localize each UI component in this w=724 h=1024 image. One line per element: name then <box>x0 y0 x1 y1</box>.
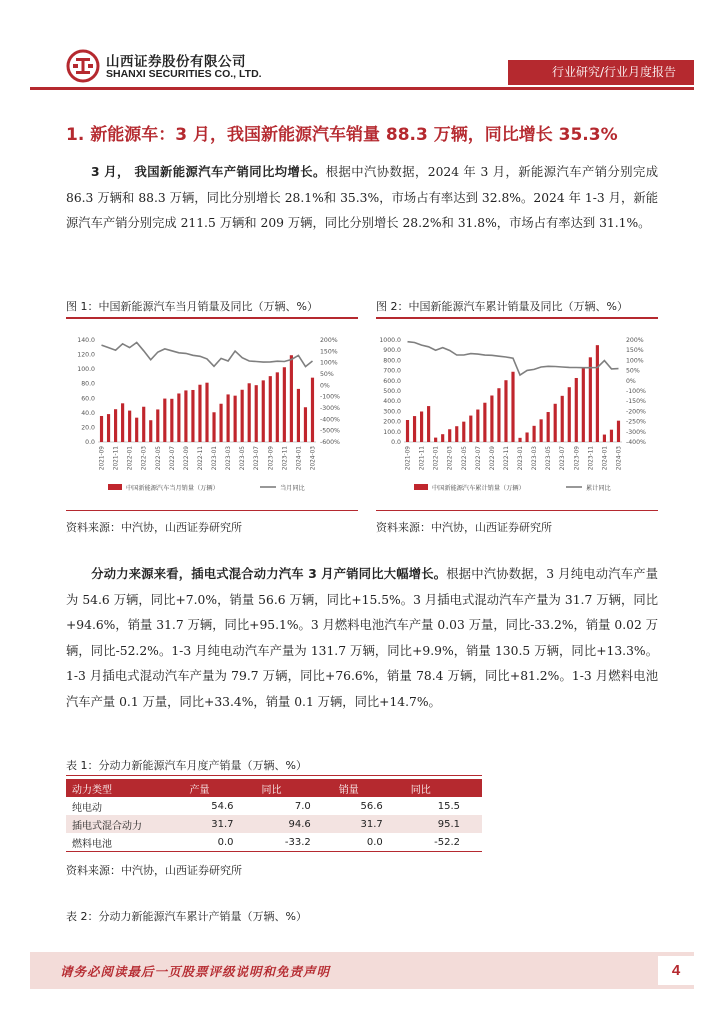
bar <box>184 390 187 442</box>
yoy-line <box>102 343 313 367</box>
x-tick-label: 2024-03 <box>310 446 317 471</box>
y-tick-label-left: 200.0 <box>383 418 401 426</box>
x-tick-label: 2021-11 <box>113 446 120 471</box>
table-cell: 0.0 <box>366 836 383 848</box>
table-cell: 纯电动 <box>72 802 102 814</box>
y-tick-label-right: 0% <box>320 382 330 390</box>
bar <box>518 438 521 442</box>
bar <box>603 435 606 442</box>
legend-bar-swatch <box>108 484 122 490</box>
bar <box>610 430 613 442</box>
figure2-chart <box>374 322 662 507</box>
table-header-cell: 动力类型 <box>66 779 184 797</box>
bar <box>142 407 145 442</box>
table-header-cell: 同比 <box>405 779 482 797</box>
table-cell: 7.0 <box>294 800 311 812</box>
x-tick-label: 2022-07 <box>169 446 176 471</box>
table1 <box>66 779 482 851</box>
legend-line-label: 当月同比 <box>280 485 305 492</box>
y-tick-label-right: -400% <box>320 416 340 424</box>
table1-bottom-rule <box>66 851 482 852</box>
y-tick-label-right: -500% <box>320 427 340 435</box>
legend-bar-label: 中国新能源汽车当月销量（万辆） <box>126 485 219 492</box>
section-title: 1. 新能源车：3 月，我国新能源汽车销量 88.3 万辆，同比增长 35.3% <box>66 125 618 145</box>
y-tick-label-right: -600% <box>320 439 340 446</box>
y-tick-label-right: 50% <box>320 371 334 378</box>
bar <box>561 396 564 442</box>
report-type-tag: 行业研究/行业月度报告 <box>508 60 694 85</box>
bar <box>311 378 314 442</box>
bar <box>483 403 486 442</box>
x-tick-label: 2022-07 <box>475 446 482 471</box>
table-header-row <box>66 779 482 797</box>
bar <box>100 416 103 442</box>
y-tick-label-left: 100.0 <box>383 428 401 436</box>
y-tick-label-right: -150% <box>626 398 646 406</box>
bar <box>469 416 472 442</box>
paragraph-powertrain <box>66 562 658 715</box>
y-tick-label-right: -300% <box>626 428 646 436</box>
x-tick-label: 2024-03 <box>616 446 623 471</box>
bar <box>455 426 458 442</box>
y-tick-label-right: -250% <box>626 418 646 426</box>
figure1-chart <box>68 322 356 507</box>
x-tick-label: 2023-01 <box>518 446 525 471</box>
bar <box>582 368 585 442</box>
y-tick-label-right: 100% <box>320 359 338 367</box>
bar <box>596 345 599 442</box>
figure1-top-rule <box>66 317 358 319</box>
x-tick-label: 2021-11 <box>419 446 426 471</box>
bar <box>212 412 215 442</box>
bar <box>227 394 230 442</box>
bar <box>413 416 416 442</box>
y-tick-label-left: 100.0 <box>77 366 95 374</box>
chart-svg <box>68 322 356 507</box>
y-tick-label-right: -300% <box>320 405 340 412</box>
bar <box>276 372 279 442</box>
table-cell: 31.7 <box>184 815 256 833</box>
bar <box>434 438 437 442</box>
x-tick-label: 2023-05 <box>546 446 553 471</box>
x-tick-label: 2022-05 <box>155 446 162 471</box>
table-cell: -33.2 <box>284 836 311 848</box>
y-tick-label-right: -100% <box>626 388 646 395</box>
x-tick-label: 2023-05 <box>240 446 247 471</box>
table1-top-rule <box>66 775 482 776</box>
x-tick-label: 2021-09 <box>99 446 106 471</box>
x-tick-label: 2022-05 <box>461 446 468 471</box>
table-cell: 54.6 <box>211 800 234 812</box>
y-tick-label-right: 150% <box>626 347 644 355</box>
x-tick-label: 2022-03 <box>447 446 454 471</box>
bar <box>149 420 152 442</box>
x-tick-label: 2023-11 <box>588 446 595 471</box>
y-tick-label-right: 50% <box>626 367 640 375</box>
bar <box>255 385 258 442</box>
table-cell: 31.7 <box>333 815 405 833</box>
bar <box>297 389 300 442</box>
y-tick-label-right: 200% <box>320 337 338 344</box>
bar <box>547 412 550 442</box>
table-header-cell: 销量 <box>333 779 405 797</box>
x-tick-label: 2022-11 <box>197 446 204 471</box>
x-tick-label: 2023-09 <box>268 446 275 471</box>
table-header-cell: 同比 <box>256 779 333 797</box>
company-logo-icon <box>66 49 100 83</box>
bar <box>304 407 307 442</box>
page-footer <box>30 952 694 989</box>
table-cell: 0.0 <box>217 836 234 848</box>
bar <box>241 390 244 442</box>
y-tick-label-left: 300.0 <box>383 408 401 416</box>
x-tick-label: 2023-01 <box>212 446 219 471</box>
bar <box>448 429 451 442</box>
table-header-cell: 产量 <box>184 779 256 797</box>
table-cell: 燃料电池 <box>72 838 112 850</box>
table-cell: 15.5 <box>437 800 460 812</box>
table-cell: -52.2 <box>434 836 460 848</box>
x-tick-label: 2023-11 <box>282 446 289 471</box>
bar <box>554 404 557 442</box>
x-tick-label: 2022-01 <box>433 446 440 471</box>
bar <box>191 390 194 442</box>
bar <box>198 385 201 442</box>
y-tick-label-left: 800.0 <box>383 357 401 365</box>
bar <box>290 355 293 442</box>
bar <box>262 380 265 442</box>
table-row <box>66 833 482 851</box>
x-tick-label: 2022-03 <box>141 446 148 471</box>
bar <box>540 419 543 442</box>
x-tick-label: 2023-09 <box>574 446 581 471</box>
y-tick-label-right: 0% <box>626 377 636 385</box>
bar <box>497 388 500 442</box>
x-tick-label: 2023-07 <box>254 446 261 471</box>
bar <box>205 383 208 442</box>
bar <box>121 403 124 442</box>
page-number: 4 <box>658 956 694 985</box>
bar <box>135 418 138 442</box>
bar <box>234 396 237 442</box>
y-tick-label-left: 20.0 <box>81 424 95 432</box>
bar <box>617 421 620 442</box>
x-tick-label: 2023-03 <box>532 446 539 471</box>
bar <box>283 367 286 442</box>
paragraph2-body: 根据中汽协数据，3 月纯电动汽车产量为 54.6 万辆，同比+7.0%，销量 56.6 万辆，同比+15.5%。3 月插电式混动汽车产量为 31.7 万辆，同比+94.6%，销量 31.7 万辆，同比+95.1%。3 月燃料电池汽车产量 0.03 万量，同比-33.2%，销量 0.02 万辆，同比-52.2%。1-3 月纯电动汽车产量为 131.7 万辆，同比+9.9%，销量 130.5 万辆，同比+13.3%。1-3 月插电式混动汽车产量为 79.7 万辆，同比+76.6%，销量 78.4 万辆，同比+81.2%。1-3 月燃料电池汽车产量 0.1 万量，同比+33.4%，销量 0.1 万辆，同比+14.7%。 <box>66 567 658 709</box>
bar <box>248 383 251 442</box>
y-tick-label-left: 1000.0 <box>379 337 401 344</box>
paragraph-lead: 3 月， 我国新能源汽车产销同比均增长。 <box>91 165 326 179</box>
x-tick-label: 2024-01 <box>602 446 609 471</box>
bar <box>490 396 493 442</box>
y-tick-label-left: 600.0 <box>383 377 401 385</box>
bar <box>269 376 272 442</box>
y-tick-label-right: 100% <box>626 357 644 365</box>
legend-bar-label: 中国新能源汽车累计销量（万辆） <box>432 485 525 492</box>
y-tick-label-left: 80.0 <box>81 380 95 388</box>
table1-title: 表 1：分动力新能源汽车月度产销量（万辆、%） <box>66 759 307 772</box>
y-tick-label-left: 500.0 <box>383 388 401 395</box>
figure1-bottom-rule <box>66 510 358 511</box>
y-tick-label-right: -200% <box>626 408 646 416</box>
chart-svg <box>374 322 662 507</box>
y-tick-label-left: 0.0 <box>85 439 95 446</box>
figure2-source: 资料来源：中汽协，山西证券研究所 <box>376 521 552 534</box>
figure1-title: 图 1：中国新能源汽车当月销量及同比（万辆、%） <box>66 300 318 313</box>
x-tick-label: 2024-01 <box>296 446 303 471</box>
bar <box>525 432 528 442</box>
x-tick-label: 2021-09 <box>405 446 412 471</box>
paragraph2-lead: 分动力来源来看，插电式混合动力汽车 3 月产销同比大幅增长。 <box>91 567 447 581</box>
table2-title: 表 2：分动力新能源汽车累计产销量（万辆、%） <box>66 910 307 923</box>
bar <box>575 378 578 442</box>
paragraph-summary <box>66 160 658 237</box>
y-tick-label-left: 900.0 <box>383 347 401 355</box>
bar <box>128 411 131 442</box>
figure2-top-rule <box>376 317 658 319</box>
figure2-bottom-rule <box>376 510 658 511</box>
y-tick-label-left: 60.0 <box>81 395 95 403</box>
bar <box>533 426 536 442</box>
y-tick-label-left: 140.0 <box>77 337 95 344</box>
x-tick-label: 2022-11 <box>503 446 510 471</box>
table-cell: 56.6 <box>360 800 383 812</box>
figure2-title: 图 2：中国新能源汽车累计销量及同比（万辆、%） <box>376 300 628 313</box>
company-name-en: SHANXI SECURITIES CO., LTD. <box>106 68 262 80</box>
y-tick-label-left: 400.0 <box>383 398 401 406</box>
x-tick-label: 2022-09 <box>489 446 496 471</box>
footer-disclaimer: 请务必阅读最后一页股票评级说明和免责声明 <box>60 964 331 979</box>
bar <box>219 404 222 442</box>
page-header <box>0 0 724 95</box>
bar <box>511 372 514 442</box>
bar <box>589 357 592 442</box>
bar <box>427 406 430 442</box>
table1-source: 资料来源：中汽协，山西证券研究所 <box>66 864 242 877</box>
y-tick-label-left: 700.0 <box>383 367 401 375</box>
x-tick-label: 2022-09 <box>183 446 190 471</box>
x-tick-label: 2023-03 <box>226 446 233 471</box>
y-tick-label-right: -100% <box>320 393 340 401</box>
bar <box>114 409 117 442</box>
yoy-line <box>408 342 619 375</box>
bar <box>170 399 173 442</box>
y-tick-label-left: 0.0 <box>391 439 401 446</box>
bar <box>177 393 180 442</box>
x-tick-label: 2023-07 <box>560 446 567 471</box>
y-tick-label-left: 120.0 <box>77 351 95 359</box>
bar <box>568 387 571 442</box>
x-tick-label: 2022-01 <box>127 446 134 471</box>
table-row <box>66 815 482 833</box>
table-row <box>66 797 482 815</box>
bar <box>156 409 159 442</box>
bar <box>107 414 110 442</box>
bar <box>462 422 465 442</box>
bar <box>441 434 444 442</box>
bar <box>163 399 166 442</box>
legend-line-label: 累计同比 <box>586 485 611 492</box>
legend-bar-swatch <box>414 484 428 490</box>
bar <box>476 410 479 442</box>
y-tick-label-left: 40.0 <box>81 409 95 417</box>
bar <box>504 380 507 442</box>
bar <box>406 420 409 442</box>
table-cell: 插电式混合动力 <box>66 815 184 833</box>
y-tick-label-right: -400% <box>626 439 646 446</box>
paragraph-body: 根据中汽协数据，2024 年 3 月，新能源汽车产销分别完成 86.3 万辆和 88.3 万辆，同比分别增长 28.1%和 35.3%，市场占有率达到 32.8%。2024 年 1-3 月，新能源汽车产销分别完成 211.5 万辆和 209 万辆，同比分别增长 28.2%和 31.8%，市场占有率达到 31.1%。 <box>66 165 658 230</box>
table-cell: 94.6 <box>256 815 333 833</box>
y-tick-label-right: 200% <box>626 337 644 344</box>
bar <box>420 412 423 442</box>
figure1-source: 资料来源：中汽协，山西证券研究所 <box>66 521 242 534</box>
company-name-cn: 山西证券股份有限公司 <box>106 54 246 70</box>
table-cell: 95.1 <box>405 815 482 833</box>
header-divider <box>30 87 694 90</box>
y-tick-label-right: 150% <box>320 348 338 356</box>
